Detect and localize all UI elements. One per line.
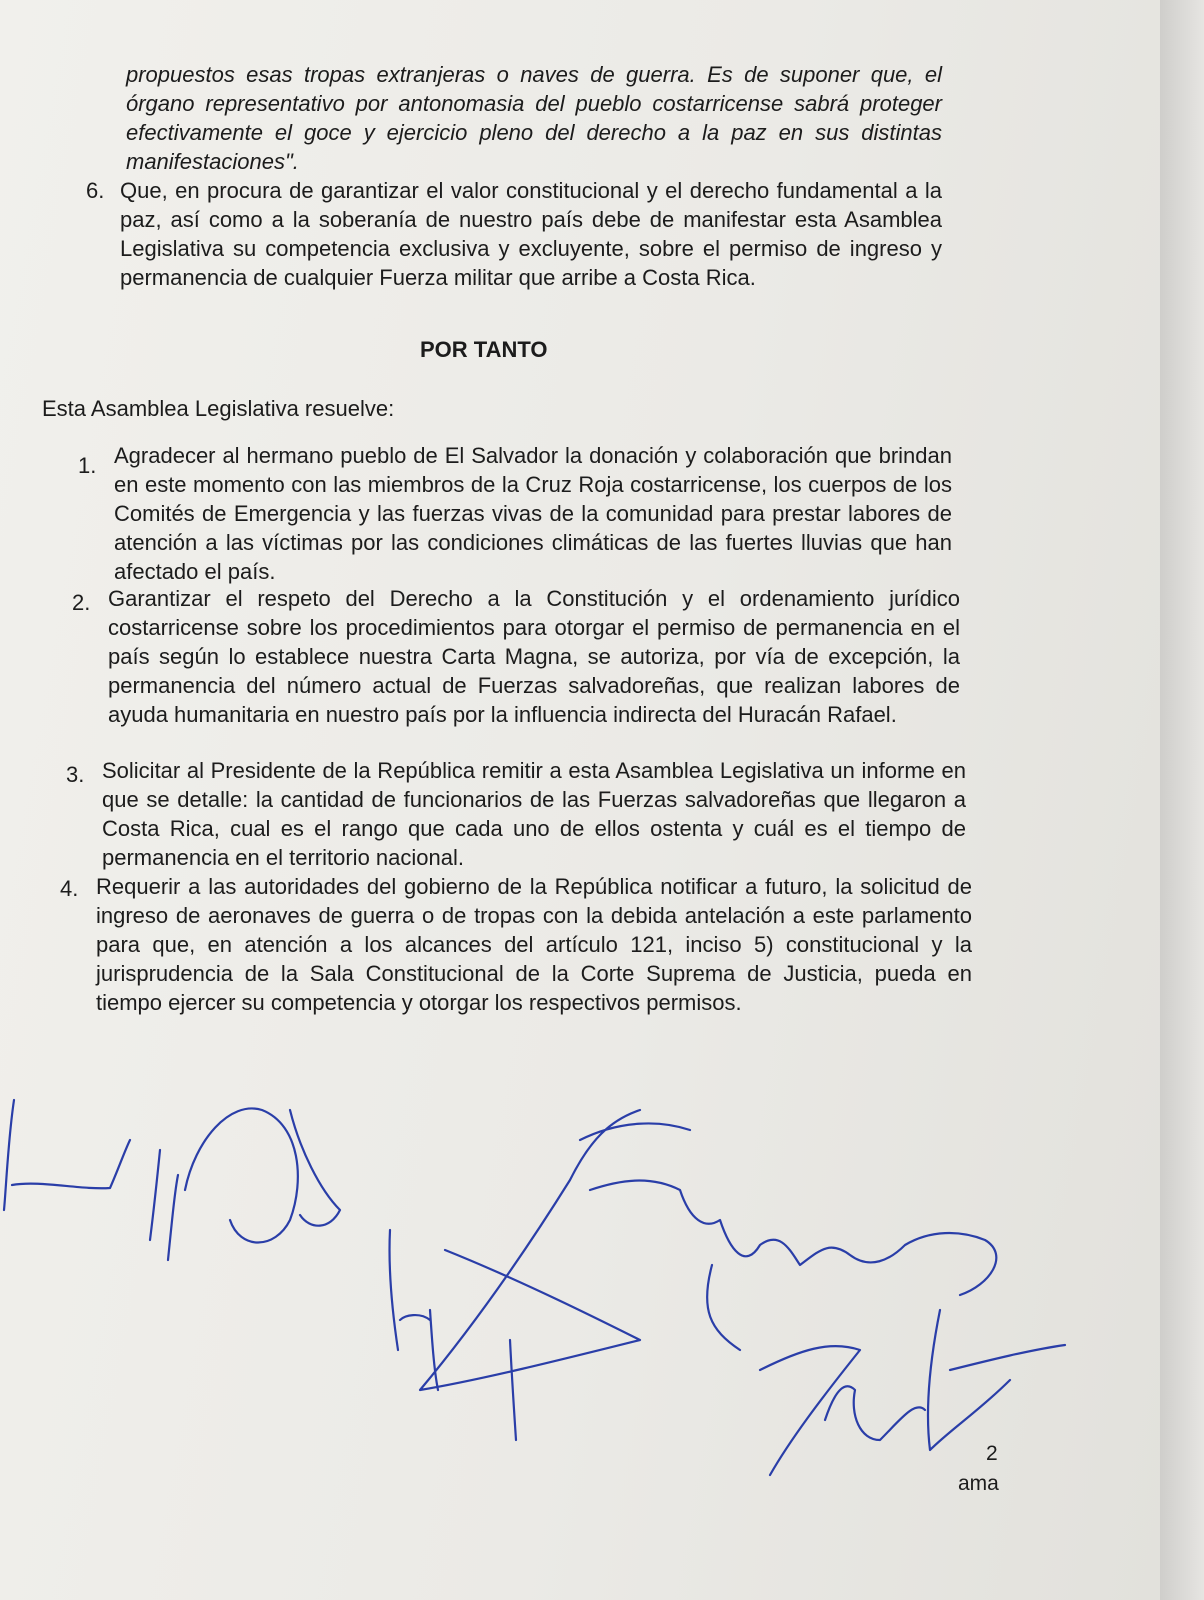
intro-quote: propuestos esas tropas extranjeras o naves de guerra. Es de suponer que, el órgano representativo por antonomasia del pueblo costarricense sabrá proteger efectivamente el goce y ejercicio pleno del derecho a la paz en sus distintas manifestaciones".	[126, 62, 942, 174]
signature-left	[4, 1100, 340, 1260]
consideration-6-text: Que, en procura de garantizar el valor constitucional y el derecho fundamental a la paz, así como a la soberanía de nuestro país debe de manifestar esta Asamblea Legislativa su competencia exclusiva y excluyente, sobre el permiso de ingreso y permanencia de cualquier Fuerza militar que arribe a Costa Rica.	[120, 178, 942, 290]
resolution-4-text: Requerir a las autoridades del gobierno de la República notificar a futuro, la solicitud de ingreso de aeronaves de guerra o de tropas con la debida antelación a este parlamento para que, en atención a los alcances del artículo 121, inciso 5) constitucional y la jurisprudencia de la Sala Constitucional de la Corte Suprema de Justicia, pueda en tiempo ejercer su competencia y otorgar los respectivos permisos.	[96, 874, 972, 1015]
resolves-intro: Esta Asamblea Legislativa resuelve:	[42, 396, 395, 421]
resolution-1-number: 1.	[78, 453, 97, 478]
page-initials: ama	[958, 1472, 999, 1495]
resolution-3-text: Solicitar al Presidente de la República remitir a esta Asamblea Legislativa un informe en que se detalle: la cantidad de funcionarios de las Fuerzas salvadoreñas que llegaron a Costa Rica, cual es el rango que cada uno de ellos ostenta y cuál es el tiempo de permanencia en el territorio nacional.	[102, 758, 966, 870]
resolution-1-text: Agradecer al hermano pueblo de El Salvador la donación y colaboración que brindan en este momento con las miembros de la Cruz Roja costarricense, los cuerpos de los Comités de Emergencia y las fuerzas vivas de la comunidad para prestar labores de atención a las víctimas por las condiciones climáticas de las fuertes lluvias que han afectado el país.	[114, 443, 952, 584]
resolution-2-number: 2.	[72, 590, 91, 615]
page-edge-shadow	[1160, 0, 1204, 1600]
page-number: 2	[986, 1442, 998, 1465]
section-heading: POR TANTO	[420, 337, 548, 362]
resolution-3-number: 3.	[66, 762, 85, 787]
consideration-6-number: 6.	[86, 178, 105, 203]
signature-center	[389, 1110, 1065, 1475]
resolution-4-number: 4.	[60, 876, 79, 901]
handwritten-signatures	[0, 1080, 1160, 1500]
resolution-2-text: Garantizar el respeto del Derecho a la Constitución y el ordenamiento jurídico costarricense sobre los procedimientos para otorgar el permiso de permanencia en el país según lo establece nuestra Carta Magna, se autoriza, por vía de excepción, la permanencia del número actual de Fuerzas salvadoreñas, que realizan labores de ayuda humanitaria en nuestro país por la influencia indirecta del Huracán Rafael.	[108, 586, 960, 727]
